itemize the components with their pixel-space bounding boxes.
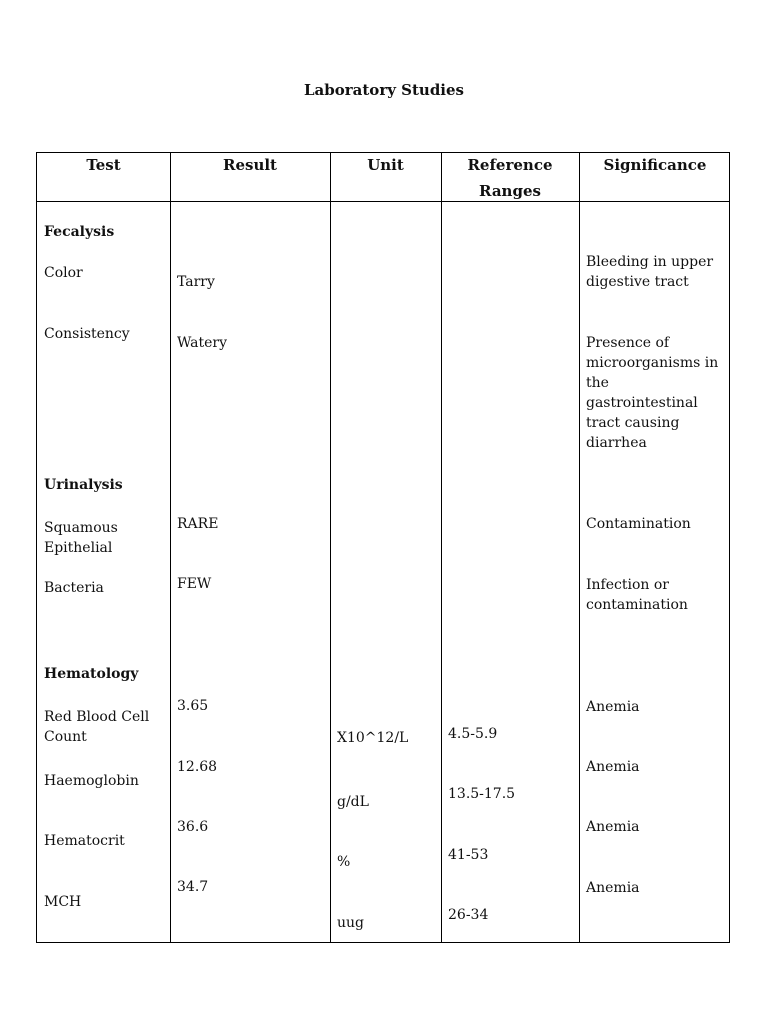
unit-rbc: X10^12/L <box>337 730 409 746</box>
result-haemoglobin: 12.68 <box>177 759 218 775</box>
page-title: Laboratory Studies <box>304 81 464 99</box>
header-divider <box>37 201 729 202</box>
column-divider <box>441 153 442 942</box>
significance-consistency-4: gastrointestinal <box>586 395 698 411</box>
header-significance: Significance <box>603 156 707 174</box>
significance-color-2: digestive tract <box>586 274 689 290</box>
test-bacteria: Bacteria <box>44 580 104 596</box>
column-divider <box>170 153 171 942</box>
significance-bacteria-2: contamination <box>586 597 688 613</box>
test-mch: MCH <box>44 894 82 910</box>
significance-mch: Anemia <box>586 880 640 896</box>
significance-hematocrit: Anemia <box>586 819 640 835</box>
test-rbc-2: Count <box>44 729 87 745</box>
result-color: Tarry <box>177 274 215 290</box>
significance-consistency-3: the <box>586 375 609 391</box>
significance-consistency-2: microorganisms in <box>586 355 719 371</box>
section-urinalysis: Urinalysis <box>44 477 123 493</box>
significance-squamous: Contamination <box>586 516 691 532</box>
significance-consistency-1: Presence of <box>586 335 670 351</box>
result-mch: 34.7 <box>177 879 209 895</box>
column-divider <box>330 153 331 942</box>
significance-consistency-5: tract causing <box>586 415 680 431</box>
test-squamous-2: Epithelial <box>44 540 113 556</box>
reference-hematocrit: 41-53 <box>448 847 489 863</box>
unit-hematocrit: % <box>337 854 351 870</box>
section-hematology: Hematology <box>44 666 139 682</box>
header-reference: Reference <box>467 156 553 174</box>
header-unit: Unit <box>367 156 404 174</box>
test-hematocrit: Hematocrit <box>44 833 125 849</box>
reference-rbc: 4.5-5.9 <box>448 726 498 742</box>
reference-mch: 26-34 <box>448 907 489 923</box>
header-reference-2: Ranges <box>479 182 541 200</box>
test-squamous-1: Squamous <box>44 520 118 536</box>
result-hematocrit: 36.6 <box>177 819 209 835</box>
test-consistency: Consistency <box>44 326 130 342</box>
significance-rbc: Anemia <box>586 699 640 715</box>
test-haemoglobin: Haemoglobin <box>44 773 139 789</box>
result-consistency: Watery <box>177 335 228 351</box>
result-squamous: RARE <box>177 516 219 532</box>
reference-haemoglobin: 13.5-17.5 <box>448 786 516 802</box>
test-rbc-1: Red Blood Cell <box>44 709 150 725</box>
significance-bacteria-1: Infection or <box>586 577 669 593</box>
significance-color-1: Bleeding in upper <box>586 254 714 270</box>
significance-consistency-6: diarrhea <box>586 435 647 451</box>
unit-haemoglobin: g/dL <box>337 794 369 810</box>
section-fecalysis: Fecalysis <box>44 224 115 240</box>
column-divider <box>579 153 580 942</box>
test-color: Color <box>44 265 83 281</box>
header-result: Result <box>223 156 277 174</box>
result-rbc: 3.65 <box>177 698 209 714</box>
lab-results-table <box>36 152 730 943</box>
significance-haemoglobin: Anemia <box>586 759 640 775</box>
unit-mch: uug <box>337 915 364 931</box>
header-test: Test <box>86 156 121 174</box>
result-bacteria: FEW <box>177 576 212 592</box>
